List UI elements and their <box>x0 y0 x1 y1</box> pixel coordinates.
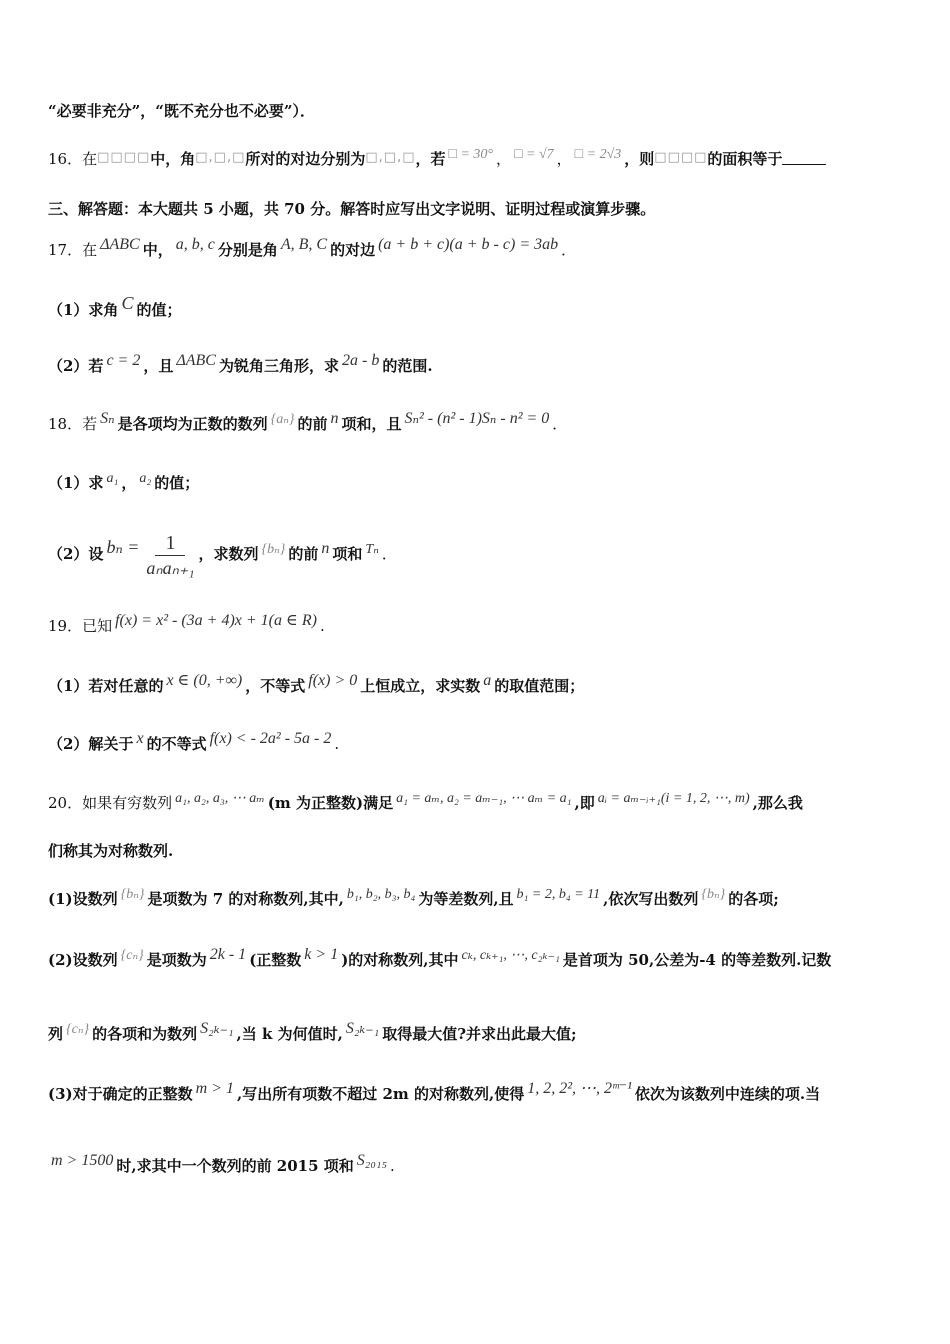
q20-p2-text-g: 的各项和为数列 <box>92 1025 198 1043</box>
q16-text-1: 中，角 <box>150 150 196 168</box>
q17-equation: (a + b + c)(a + b - c) = 3ab <box>378 236 559 253</box>
q20-part-3-cont <box>48 1150 910 1177</box>
q17-part-2 <box>48 350 910 377</box>
q20-p3-math-4: S₂₀₁₅ <box>356 1152 388 1169</box>
q19-p2-text-b: 的不等式 <box>146 735 207 753</box>
q20-line-2-text: 们称其为对称数列. <box>48 842 174 860</box>
q18-p1-math-2: a₂ <box>139 471 152 486</box>
q18-fraction-denominator: aₙaₙ₊₁ <box>146 557 195 578</box>
q18-p1-text-c: 的值； <box>154 474 200 492</box>
q20-p2-text-b: 是项数为 <box>146 951 207 969</box>
q19-number: 19．已知 <box>48 617 113 635</box>
q20-p3-math-1: m > 1 <box>195 1080 234 1097</box>
q20-text-1: (m 为正整数)满足 <box>267 794 394 812</box>
q18-part-2 <box>48 522 910 580</box>
q20-p3-math-2: 1, 2, 2², ⋯, 2ᵐ⁻¹ <box>527 1080 632 1097</box>
q16-placeholder-4: □□□□ <box>654 150 708 165</box>
q18-end: ． <box>552 415 568 433</box>
q19-part-2 <box>48 728 910 755</box>
q19-p1-math-2: f(x) > 0 <box>308 672 358 689</box>
q20-part-2-cont <box>48 1018 910 1045</box>
q16-number: 16．在 <box>48 150 98 168</box>
q20-p1-text-d: ,依次写出数列 <box>603 890 699 908</box>
q18-equation: Sₙ² - (n² - 1)Sₙ - n² = 0 <box>404 410 550 427</box>
q20-part-1 <box>48 884 910 910</box>
q20-p1-math-2: b₁, b₂, b₃, b₄ <box>346 887 416 902</box>
section-3-title: 三、解答题：本大题共 5 小题，共 70 分。解答时应写出文字说明、证明过程或演算步骤。 <box>48 200 656 218</box>
q20-p1-math-4: {bₙ} <box>701 887 726 902</box>
q19-p1-math-1: x ∈ (0, +∞) <box>166 672 243 689</box>
q20-sequence: a₁, a₂, a₃, ⋯ aₘ <box>175 791 265 806</box>
q20-p2-math-1: {cₙ} <box>120 948 144 963</box>
q20-p2-text-a: (2)设数列 <box>48 951 118 969</box>
q18-p2-bn: bₙ = <box>106 537 140 557</box>
q20-p1-text-b: 是项数为 7 的对称数列,其中, <box>147 890 344 908</box>
question-19 <box>48 610 910 637</box>
q17-sides: a, b, c <box>175 236 215 253</box>
q17-part-1 <box>48 292 910 321</box>
q17-text-3: 的对边 <box>330 241 376 259</box>
q16-text-4: ，则 <box>624 150 655 168</box>
q16-condition-1: □ = 30° <box>448 147 494 162</box>
q20-p2-text-d: )的对称数列,其中 <box>341 951 459 969</box>
q18-p1-math-1: a₁ <box>106 471 119 486</box>
q20-p1-math-1: {bₙ} <box>120 887 145 902</box>
q20-p3-text-c: 依次为该数列中连续的项.当 <box>634 1085 821 1103</box>
q19-p1-text-a: （1）若对任意的 <box>48 677 164 695</box>
q17-text-2: 分别是角 <box>217 241 278 259</box>
q18-text-1: 是各项均为正数的数列 <box>117 415 268 433</box>
q18-fraction-numerator: 1 <box>155 531 185 556</box>
q19-part-1 <box>48 670 910 697</box>
q17-number: 17．在 <box>48 241 98 259</box>
q20-p2-math-6: S₂ₖ₋₁ <box>200 1020 234 1037</box>
q19-p1-text-c: 上恒成立，求实数 <box>360 677 481 695</box>
q16-text-5: 的面积等于 <box>707 150 783 168</box>
question-16: 16．在□□□□中，角□,□,□所对的对边分别为□,□,□，若 □ = 30° ， □ = √7 ， □ = 2√3 ，则□□□□的面积等于 <box>48 144 910 170</box>
q18-sn: Sₙ <box>100 410 115 427</box>
q20-p2-math-2: 2k - 1 <box>209 946 247 963</box>
q19-p1-text-b: ，不等式 <box>245 677 306 695</box>
q18-p1-text-a: （1）求 <box>48 474 104 492</box>
q20-p1-text-e: 的各项; <box>728 890 779 908</box>
q18-text-2: 的前 <box>297 415 328 433</box>
q16-condition-3: □ = 2√3 <box>574 147 622 162</box>
q17-p1-text-a: （1）求角 <box>48 301 119 319</box>
q20-p1-text-a: (1)设数列 <box>48 890 118 908</box>
question-18 <box>48 408 910 435</box>
q17-p2-text-d: 的范围. <box>382 357 433 375</box>
q18-p2-text-a: （2）设 <box>48 545 104 563</box>
q17-p2-math-2: ΔABC <box>176 352 216 369</box>
continuation-text: “必要非充分”，“既不充分也不必要”）． <box>48 102 316 120</box>
q19-p1-text-d: 的取值范围； <box>494 677 585 695</box>
q20-p1-text-c: 为等差数列,且 <box>418 890 514 908</box>
q18-p2-math-4: Tₙ <box>365 542 379 557</box>
q16-placeholder-1: □□□□ <box>97 150 151 165</box>
continuation-line <box>48 100 910 122</box>
q17-p2-math-3: 2a - b <box>341 352 380 369</box>
q20-part-2 <box>48 944 910 971</box>
q17-triangle: ΔABC <box>100 236 140 253</box>
q20-condition-2: aᵢ = aₘ₋ᵢ₊₁(i = 1, 2, ⋯, m) <box>597 791 750 806</box>
q19-p2-end: . <box>334 735 340 753</box>
q16-condition-2: □ = √7 <box>514 147 554 162</box>
q17-end: ． <box>561 241 577 259</box>
q18-p2-math-2: {bₙ} <box>261 542 286 557</box>
q18-n: n <box>330 410 339 427</box>
q20-number: 20．如果有穷数列 <box>48 794 173 812</box>
q18-number: 18．若 <box>48 415 98 433</box>
answer-blank <box>782 150 826 165</box>
q20-p2-text-c: (正整数 <box>249 951 302 969</box>
q18-p2-text-c: 的前 <box>288 545 319 563</box>
q20-text-3: ,那么我 <box>752 794 803 812</box>
q16-placeholder-3: □,□,□ <box>365 150 416 165</box>
question-17 <box>48 234 910 261</box>
q20-text-2: ,即 <box>574 794 595 812</box>
q20-p2-math-3: k > 1 <box>304 946 339 963</box>
q19-equation: f(x) = x² - (3a + 4)x + 1(a ∈ R) <box>115 612 317 629</box>
q16-text-3: ，若 <box>415 150 446 168</box>
q18-an: {aₙ} <box>270 412 295 427</box>
q17-p2-text-a: （2）若 <box>48 357 104 375</box>
question-20 <box>48 788 910 814</box>
q18-text-3: 项和，且 <box>341 415 402 433</box>
q20-p2-text-e: 是首项为 50,公差为-4 的等差数列.记数 <box>562 951 832 969</box>
q20-p2-text-f: 列 <box>48 1025 64 1043</box>
q16-placeholder-2: □,□,□ <box>195 150 246 165</box>
q17-angles: A, B, C <box>280 236 328 253</box>
q18-p2-end: ． <box>381 545 397 563</box>
q18-fraction <box>146 531 194 580</box>
q19-p2-math-2: f(x) < - 2a² - 5a - 2 <box>209 730 332 747</box>
q20-p2-math-7: S₂ₖ₋₁ <box>345 1020 380 1037</box>
q19-p2-math-1: x <box>136 730 144 747</box>
q17-p1-math: C <box>121 293 134 313</box>
q17-p2-text-c: 为锐角三角形，求 <box>218 357 339 375</box>
q20-p3-text-d: 时,求其中一个数列的前 2015 项和 <box>116 1157 354 1175</box>
q20-part-3 <box>48 1078 910 1105</box>
q20-p3-math-3: m > 1500 <box>51 1152 114 1169</box>
q20-p2-text-h: ,当 k 为何值时, <box>236 1025 343 1043</box>
q18-p1-text-b: ， <box>121 474 137 492</box>
q18-p2-text-b: ，求数列 <box>198 545 259 563</box>
q19-p2-text-a: （2）解关于 <box>48 735 134 753</box>
q16-text-2: 所对的对边分别为 <box>245 150 366 168</box>
q20-p2-text-i: 取得最大值?并求出此最大值; <box>382 1025 577 1043</box>
q20-p3-text-b: ,写出所有项数不超过 2m 的对称数列,使得 <box>237 1085 525 1103</box>
q20-line-2 <box>48 840 910 862</box>
q20-p3-end: . <box>390 1157 395 1175</box>
q20-p3-text-a: (3)对于确定的正整数 <box>48 1085 193 1103</box>
q19-p1-math-3: a <box>483 672 492 689</box>
q17-p2-text-b: ，且 <box>143 357 174 375</box>
q20-p2-math-4: cₖ, cₖ₊₁, ⋯, c₂ₖ₋₁ <box>461 948 560 963</box>
q18-p2-math-3: n <box>321 540 330 557</box>
q20-p2-math-5: {cₙ} <box>66 1022 90 1037</box>
q17-p2-math-1: c = 2 <box>106 352 141 369</box>
section-3-header <box>48 198 910 220</box>
q18-p2-text-d: 项和 <box>332 545 363 563</box>
q17-text-1: 中， <box>142 241 173 259</box>
q17-p1-text-b: 的值； <box>136 301 182 319</box>
q18-part-1 <box>48 468 910 494</box>
q20-condition: a₁ = aₘ, a₂ = aₘ₋₁, ⋯ aₘ = a₁ <box>396 791 572 806</box>
q20-p1-math-3: b₁ = 2, b₄ = 11 <box>516 887 601 902</box>
q19-end: . <box>319 617 325 635</box>
